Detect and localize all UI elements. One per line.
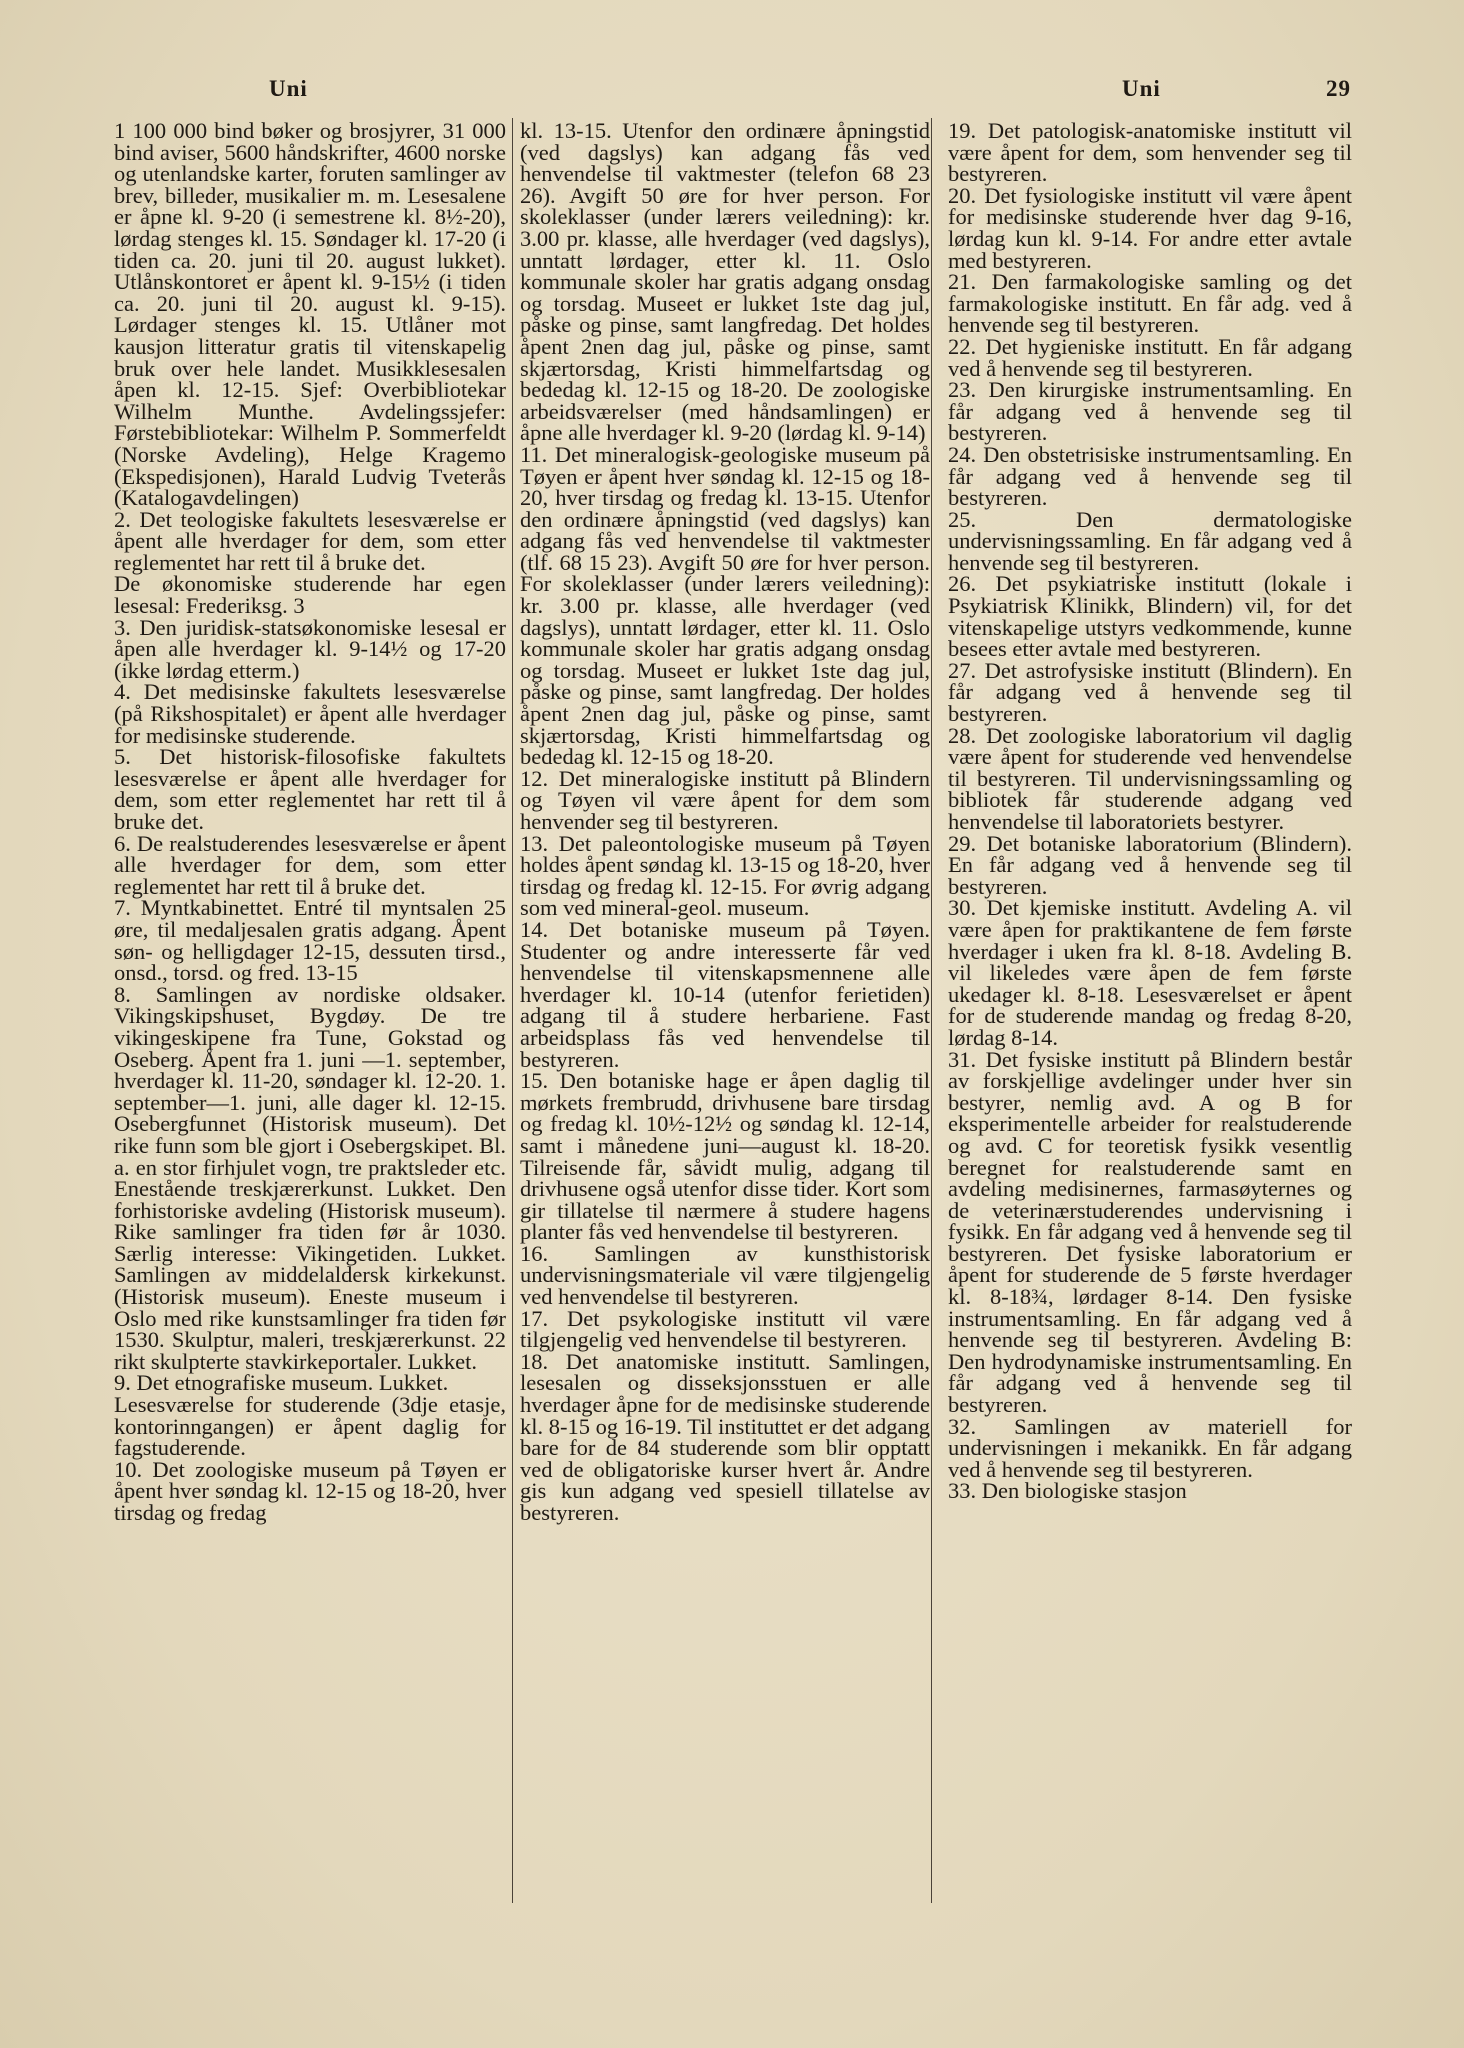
paragraph: 24. Den obstetrisiske instrumentsamling. En får adgang ved å henvende seg til bestyreren. — [948, 441, 1352, 511]
column-rule-left — [512, 118, 513, 1903]
paragraph: 9. Det etnografiske museum. Lukket. — [114, 1370, 449, 1396]
paragraph: 21. Den farmakologiske samling og det farmakologiske institutt. En får adg. ved å henvende seg til bestyreren. — [948, 269, 1352, 338]
column-rule-right — [931, 118, 932, 1903]
paragraph: kl. 13-15. Utenfor den ordinære åpningstid (ved dagslys) kan adgang fås ved henvendelse til vaktmester (telefon 68 23 26). Avgift 50 øre for hver person. For skoleklasser (under lærers veiledning): kr. 3.00 pr. klasse, alle hverdager (ved dagslys), unntatt lørdager, etter kl. 11. Oslo kommunale skoler har gratis adgang onsdag og torsdag. Museet er lukket 1ste dag jul, påske og pinse, samt langfredag. Det holdes åpent 2nen dag jul, påske og pinse, samt skjærtorsdag, Kristi himmelfartsdag og bededag kl. 12-15 og 18-20. De zoologiske arbeidsværelser (med håndsamlingen) er åpne alle hverdager kl. 9-20 (lørdag kl. 9-14) — [520, 118, 930, 446]
column-middle — [520, 120, 930, 1524]
paragraph: 23. Den kirurgiske instrumentsamling. En får adgang ved å henvende seg til bestyreren. — [948, 377, 1352, 446]
running-head-right: Uni — [1122, 76, 1161, 101]
paragraph: 16. Samlingen av kunsthistorisk undervisningsmateriale vil være tilgjengelig ved henvendelse til bestyreren. — [520, 1240, 930, 1310]
paragraph: 14. Det botaniske museum på Tøyen. Studenter og andre interesserte får ved henvendelse til vitenskapsmennene alle hverdager kl. 10-14 (utenfor ferietiden) adgang til å studere herbariene. Fast arbeidsplass fås ved henvendelse til bestyreren. — [520, 916, 930, 1072]
paragraph: 13. Det paleontologiske museum på Tøyen holdes åpent søndag kl. 13-15 og 18-20, hver tirsdag og fredag kl. 12-15. For øvrig adgang som ved mineral-geol. museum. — [520, 830, 930, 921]
paragraph: 32. Samlingen av materiell for undervisningen i mekanikk. En får adgang ved å henvende seg til bestyreren. — [948, 1413, 1352, 1482]
column-left — [114, 120, 506, 1524]
paragraph: 25. Den dermatologiske undervisningssamling. En får adgang ved å henvende seg til bestyreren. — [948, 506, 1352, 575]
paragraph: 22. Det hygieniske institutt. En får adgang ved å henvende seg til bestyreren. — [948, 333, 1352, 381]
paragraph: 1 100 000 bind bøker og brosjyrer, 31 000 bind aviser, 5600 håndskrifter, 4600 norske og utenlandske karter, foruten samlinger av brev, billeder, musikalier m. m. Lesesalene er åpne kl. 9-20 (i semestrene kl. 8½-20), lørdag stenges kl. 15. Søndager kl. 17-20 (i tiden ca. 20. juni til 20. august lukket). Utlånskontoret er åpent kl. 9-15½ (i tiden ca. 20. juni til 20. august kl. 9-15). Lørdager stenges kl. 15. Utlåner mot kausjon litteratur gratis til vitenskapelig bruk over hele landet. Musikklesesalen åpen kl. 12-15. Sjef: Overbibliotekar Wilhelm Munthe. Avdelingssjefer: Førstebibliotekar: Wilhelm P. Sommerfeldt (Norske Avdeling), Helge Kragemo (Ekspedisjonen), Harald Ludvig Tveterås (Katalogavdelingen) — [114, 118, 506, 511]
paragraph: 12. Det mineralogiske institutt på Blindern og Tøyen vil være åpent for dem som henvender seg til bestyreren. — [520, 765, 930, 834]
paragraph: 10. Det zoologiske museum på Tøyen er åpent hver søndag kl. 12-15 og 18-20, hver tirsdag og fredag — [114, 1456, 506, 1525]
paragraph: 15. Den botaniske hage er åpen daglig til mørkets frembrudd, drivhusene bare tirsdag og fredag kl. 10½-12½ og søndag kl. 12-14, samt i månedene juni—august kl. 18-20. Tilreisende får, såvidt mulig, adgang til drivhusene også utenfor disse tider. Kort som gir tillatelse til nærmere å studere hagens planter fås ved henvendelse til bestyreren. — [520, 1068, 930, 1245]
running-head-left: Uni — [269, 76, 308, 101]
paragraph: Lesesværelse for studerende (3dje etasje, kontorinngangen) er åpent daglig for fagstuderende. — [114, 1392, 506, 1461]
paragraph: 2. Det teologiske fakultets lesesværelse er åpent alle hverdager for dem, som etter reglementet har rett til å bruke det. — [114, 506, 506, 575]
column-right — [948, 120, 1352, 1502]
paragraph: 29. Det botaniske laboratorium (Blindern). En får adgang ved å henvende seg til bestyreren. — [948, 830, 1352, 899]
paragraph: 33. Den biologiske stasjon — [948, 1478, 1187, 1504]
paragraph: 11. Det mineralogisk-geologiske museum på Tøyen er åpent hver søndag kl. 12-15 og 18-20, hver tirsdag og fredag kl. 13-15. Utenfor den ordinære åpningstid (ved dagslys) kan adgang fås ved henvendelse til vaktmester (tlf. 68 15 23). Avgift 50 øre for hver person. For skoleklasser (under lærers veiledning): kr. 3.00 pr. klasse, alle hverdager (ved dagslys), unntatt lørdager, etter kl. 11. Oslo kommunale skoler har gratis adgang onsdag og torsdag. Museet er lukket 1ste dag jul, påske og pinse, samt langfredag. Der holdes åpent 2nen dag jul, påske og pinse, samt skjærtorsdag, Kristi himmelfartsdag og bededag kl. 12-15 og 18-20. — [520, 441, 930, 770]
paragraph: 3. Den juridisk-statsøkonomiske lesesal er åpen alle hverdager kl. 9-14½ og 17-20 (ikke lørdag etterm.) — [114, 614, 506, 683]
paragraph: 8. Samlingen av nordiske oldsaker. Vikingskipshuset, Bygdøy. De tre vikingeskipene fra Tune, Gokstad og Oseberg. Åpent fra 1. juni —1. september, hverdager kl. 11-20, søndager kl. 12-20. 1. september—1. juni, alle dager kl. 12-15. Osebergfunnet (Historisk museum). Det rike funn som ble gjort i Osebergskipet. Bl. a. en stor firhjulet vogn, tre praktsleder etc. Enestående treskjærerkunst. Lukket. Den forhistoriske avdeling (Historisk museum). Rike samlinger fra tiden før år 1030. Særlig interesse: Vikingetiden. Lukket. Samlingen av middelaldersk kirkekunst. (Historisk museum). Eneste museum i Oslo med rike kunstsamlinger fra tiden før 1530. Skulptur, maleri, treskjærerkunst. 22 rikt skulpterte stavkirkeportaler. Lukket. — [114, 981, 506, 1374]
paragraph: 31. Det fysiske institutt på Blindern består av forskjellige avdelinger under hver sin bestyrer, nemlig avd. A og B for eksperimentelle arbeider for realstuderende og avd. C for teoretisk fysikk vesentlig beregnet for realstuderende samt en avdeling medisinernes, farmasøyternes og de veterinærstuderendes undervisning i fysikk. En får adgang ved å henvende seg til bestyreren. Det fysiske laboratorium er åpent for studerende de 5 første hverdager kl. 8-18¾, lørdager 8-14. Den fysiske instrumentsamling. En får adgang ved å henvende seg til bestyreren. Avdeling B: Den hydrodynamiske instrumentsamling. En får adgang ved å henvende seg til bestyreren. — [948, 1046, 1352, 1418]
paragraph: 4. Det medisinske fakultets lesesværelse (på Rikshospitalet) er åpent alle hverdager for medisinske studerende. — [114, 679, 506, 748]
paragraph: 19. Det patologisk-anatomiske institutt vil være åpent for dem, som henvender seg til bestyreren. — [948, 118, 1352, 187]
paragraph: 18. Det anatomiske institutt. Samlingen, lesesalen og disseksjonsstuen er alle hverdager åpne for de medisinske studerende kl. 8-15 og 16-19. Til instituttet er det adgang bare for de 84 studerende som blir opptatt ved de obligatoriske kurser hvert år. Andre gis kun adgang ved spesiell tillatelse av bestyreren. — [520, 1348, 930, 1525]
paragraph: 26. Det psykiatriske institutt (lokale i Psykiatrisk Klinikk, Blindern) vil, for det vitenskapelige utstyrs vedkommende, kunne besees etter avtale med bestyreren. — [948, 571, 1352, 662]
paragraph: 27. Det astrofysiske institutt (Blindern). En får adgang ved å henvende seg til bestyreren. — [948, 657, 1352, 727]
paragraph: 7. Myntkabinettet. Entré til myntsalen 25 øre, til medaljesalen gratis adgang. Åpent søn- og helligdager 12-15, dessuten tirsd., onsd., torsd. og fred. 13-15 — [114, 895, 506, 986]
page-number: 29 — [1326, 76, 1351, 101]
paragraph: 5. Det historisk-filosofiske fakultets lesesværelse er åpent alle hverdager for dem, som etter reglementet har rett til å bruke det. — [114, 744, 506, 834]
paragraph: 28. Det zoologiske laboratorium vil daglig være åpent for studerende ved henvendelse til bestyreren. Til undervisningssamling og bibliotek får studerende adgang ved henvendelse til laboratoriets bestyrer. — [948, 722, 1352, 834]
paragraph: 17. Det psykologiske institutt vil være tilgjengelig ved henvendelse til bestyreren. — [520, 1305, 930, 1353]
paragraph: De økonomiske studerende har egen lesesal: Frederiksg. 3 — [114, 571, 506, 619]
paragraph: 6. De realstuderendes lesesværelse er åpent alle hverdager for dem, som etter reglementet har rett til å bruke det. — [114, 830, 506, 899]
paragraph: 30. Det kjemiske institutt. Avdeling A. vil være åpen for praktikantene de fem første hverdager i uken fra kl. 8-18. Avdeling B. vil likeledes være åpen de fem første ukedager kl. 8-18. Lesesværelset er åpent for de studerende mandag og fredag 8-20, lørdag 8-14. — [948, 895, 1352, 1050]
paragraph: 20. Det fysiologiske institutt vil være åpent for medisinske studerende hver dag 9-16, lørdag kun kl. 9-14. For andre etter avtale med bestyreren. — [948, 182, 1352, 273]
